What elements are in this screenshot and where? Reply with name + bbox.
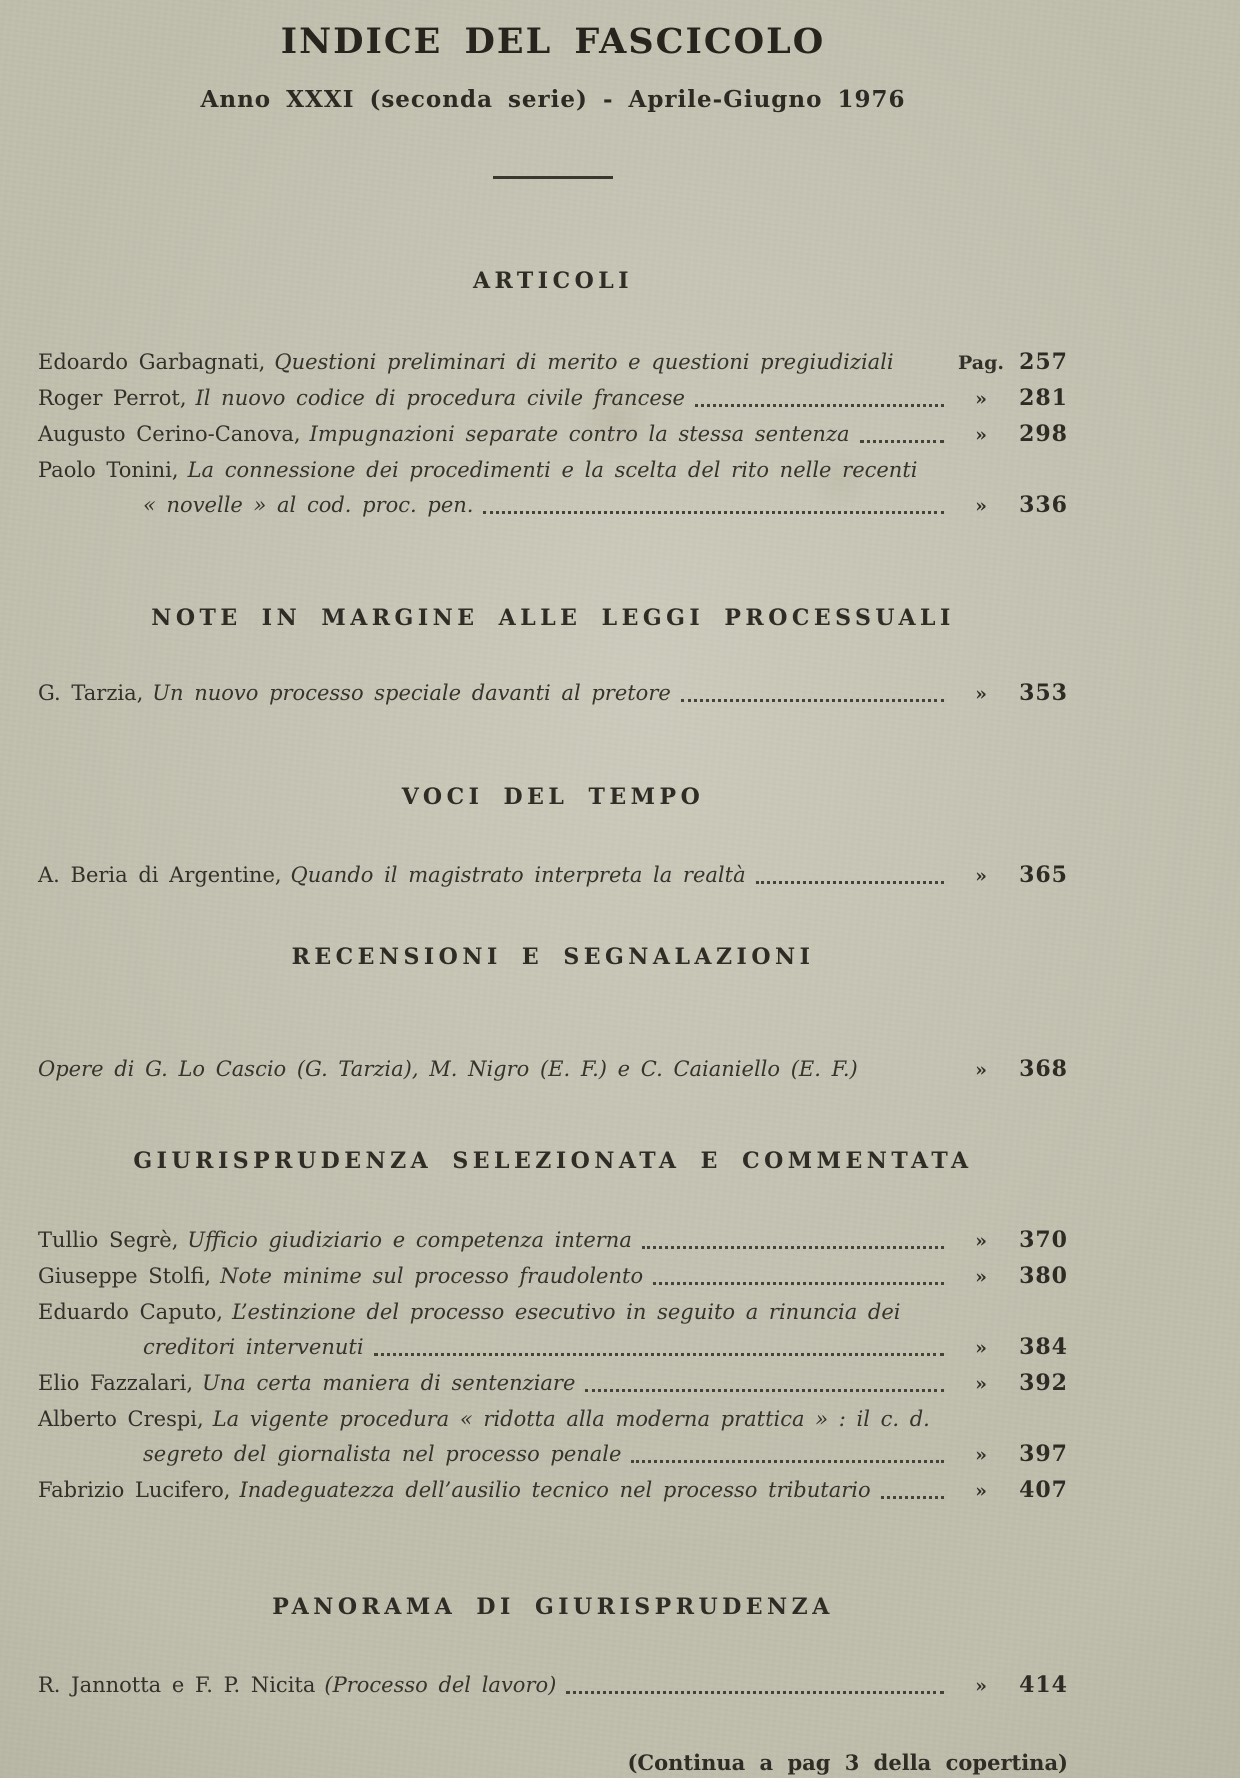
page-title: INDICE DEL FASCICOLO [280,21,826,62]
page-number: 397 [1019,1441,1068,1467]
dot-leader [681,699,944,702]
toc-section-note-in-margine [38,676,1068,712]
dot-leader [756,881,944,884]
author-name: Tullio Segrè, [38,1228,179,1252]
toc-row [38,1668,1068,1704]
section-heading-giurisprudenza: GIURISPRUDENZA SELEZIONATA E COMMENTATA [133,1148,973,1174]
divider-rule [493,176,613,179]
author-name: Alberto Crespi, [38,1407,204,1431]
work-title: Una certa maniera di sentenziare [202,1371,576,1395]
page-ref-mark: » [975,1337,987,1359]
toc-row [38,345,1068,381]
toc-row-continuation [38,488,1068,524]
dot-leader [881,1496,944,1499]
section-heading-note-in-margine: NOTE IN MARGINE ALLE LEGGI PROCESSUALI [151,605,955,631]
page-number: 414 [1019,1672,1068,1698]
toc-section-voci-del-tempo [38,858,1068,894]
author-name: A. Beria di Argentine, [38,863,282,887]
page-number: 353 [1019,680,1068,706]
work-title: La vigente procedura « ridotta alla moderna prattica » : il c. d. [212,1407,930,1431]
page-ref-mark: » [975,1266,987,1288]
toc-row [38,1473,1068,1509]
page-ref-mark: Pag. [958,352,1004,374]
toc-row [38,1402,1068,1437]
work-title: Ufficio giudiziario e competenza interna [187,1228,632,1252]
page-ref-mark: » [975,424,987,446]
work-title: L’estinzione del processo esecutivo in seguito a rinuncia dei [231,1300,901,1324]
page-number: 368 [1019,1056,1068,1082]
page-number: 298 [1019,421,1068,447]
page-ref-mark: » [975,1059,987,1081]
section-heading-voci-del-tempo: VOCI DEL TEMPO [401,784,705,810]
dot-leader [642,1246,944,1249]
author-name: Roger Perrot, [38,386,187,410]
work-title: Impugnazioni separate contro la stessa sentenza [309,422,850,446]
page-number: 384 [1019,1334,1068,1360]
toc-row [38,858,1068,894]
page-number: 392 [1019,1370,1068,1396]
dot-leader [631,1460,944,1463]
dot-leader [585,1389,944,1392]
toc-row-continuation [38,1437,1068,1473]
page-ref-mark: » [975,1480,987,1502]
page-number: 380 [1019,1263,1068,1289]
toc-row [38,1295,1068,1330]
dot-leader [483,511,944,514]
work-title: Inadeguatezza dell’ausilio tecnico nel processo tributario [239,1478,871,1502]
dot-leader [566,1691,944,1694]
toc-section-recensioni [38,1052,1068,1088]
work-title: Opere di G. Lo Cascio (G. Tarzia), M. Nigro (E. F.) e C. Caianiello (E. F.) [38,1057,858,1081]
author-name: R. Jannotta e F. P. Nicita [38,1673,316,1697]
work-title: Quando il magistrato interpreta la realtà [290,863,746,887]
section-heading-panorama: PANORAMA DI GIURISPRUDENZA [272,1594,834,1620]
toc-row [38,676,1068,712]
work-title: (Processo del lavoro) [324,1673,557,1697]
author-name: Eduardo Caputo, [38,1300,223,1324]
work-title-continued: segreto del giornalista nel processo penale [143,1442,622,1466]
page-number: 336 [1019,492,1068,518]
author-name: G. Tarzia, [38,681,144,705]
toc-row [38,1366,1068,1402]
page-ref-mark: » [975,1675,987,1697]
work-title: Il nuovo codice di procedura civile francese [195,386,685,410]
author-name: Elio Fazzalari, [38,1371,194,1395]
work-title: Un nuovo processo speciale davanti al pretore [152,681,671,705]
section-heading-recensioni: RECENSIONI E SEGNALAZIONI [291,944,815,970]
author-name: Paolo Tonini, [38,458,179,482]
work-title-continued: creditori intervenuti [143,1335,364,1359]
toc-row [38,1052,1068,1088]
continuation-note: (Continua a pag 3 della copertina) [627,1750,1068,1775]
dot-leader [374,1353,944,1356]
section-heading-articoli: ARTICOLI [472,268,634,294]
page-ref-mark: » [975,1444,987,1466]
dot-leader [695,404,944,407]
page-number: 407 [1019,1477,1068,1503]
work-title: La connessione dei procedimenti e la scelta del rito nelle recenti [187,458,918,482]
page-ref-mark: » [975,495,987,517]
page-number: 257 [1019,349,1068,375]
page-number: 281 [1019,385,1068,411]
dot-leader [653,1282,944,1285]
page-ref-mark: » [975,388,987,410]
toc-section-articoli [38,345,1068,524]
page-ref-mark: » [975,1230,987,1252]
page-ref-mark: » [975,683,987,705]
toc-row [38,453,1068,488]
page-ref-mark: » [975,865,987,887]
toc-row [38,1259,1068,1295]
toc-row [38,1223,1068,1259]
toc-row-continuation [38,1330,1068,1366]
author-name: Edoardo Garbagnati, [38,350,266,374]
page-number: 370 [1019,1227,1068,1253]
toc-row [38,381,1068,417]
work-title: Questioni preliminari di merito e questioni pregiudiziali [274,350,894,374]
dot-leader [860,440,944,443]
page-ref-mark: » [975,1373,987,1395]
toc-section-giurisprudenza [38,1223,1068,1509]
work-title: Note minime sul processo fraudolento [220,1264,644,1288]
work-title-continued: « novelle » al cod. proc. pen. [143,493,474,517]
toc-section-panorama [38,1668,1068,1704]
author-name: Fabrizio Lucifero, [38,1478,231,1502]
toc-row [38,417,1068,453]
page-number: 365 [1019,862,1068,888]
author-name: Augusto Cerino-Canova, [38,422,301,446]
page-subtitle: Anno XXXI (seconda serie) - Aprile-Giugno 1976 [200,86,906,113]
author-name: Giuseppe Stolfi, [38,1264,212,1288]
